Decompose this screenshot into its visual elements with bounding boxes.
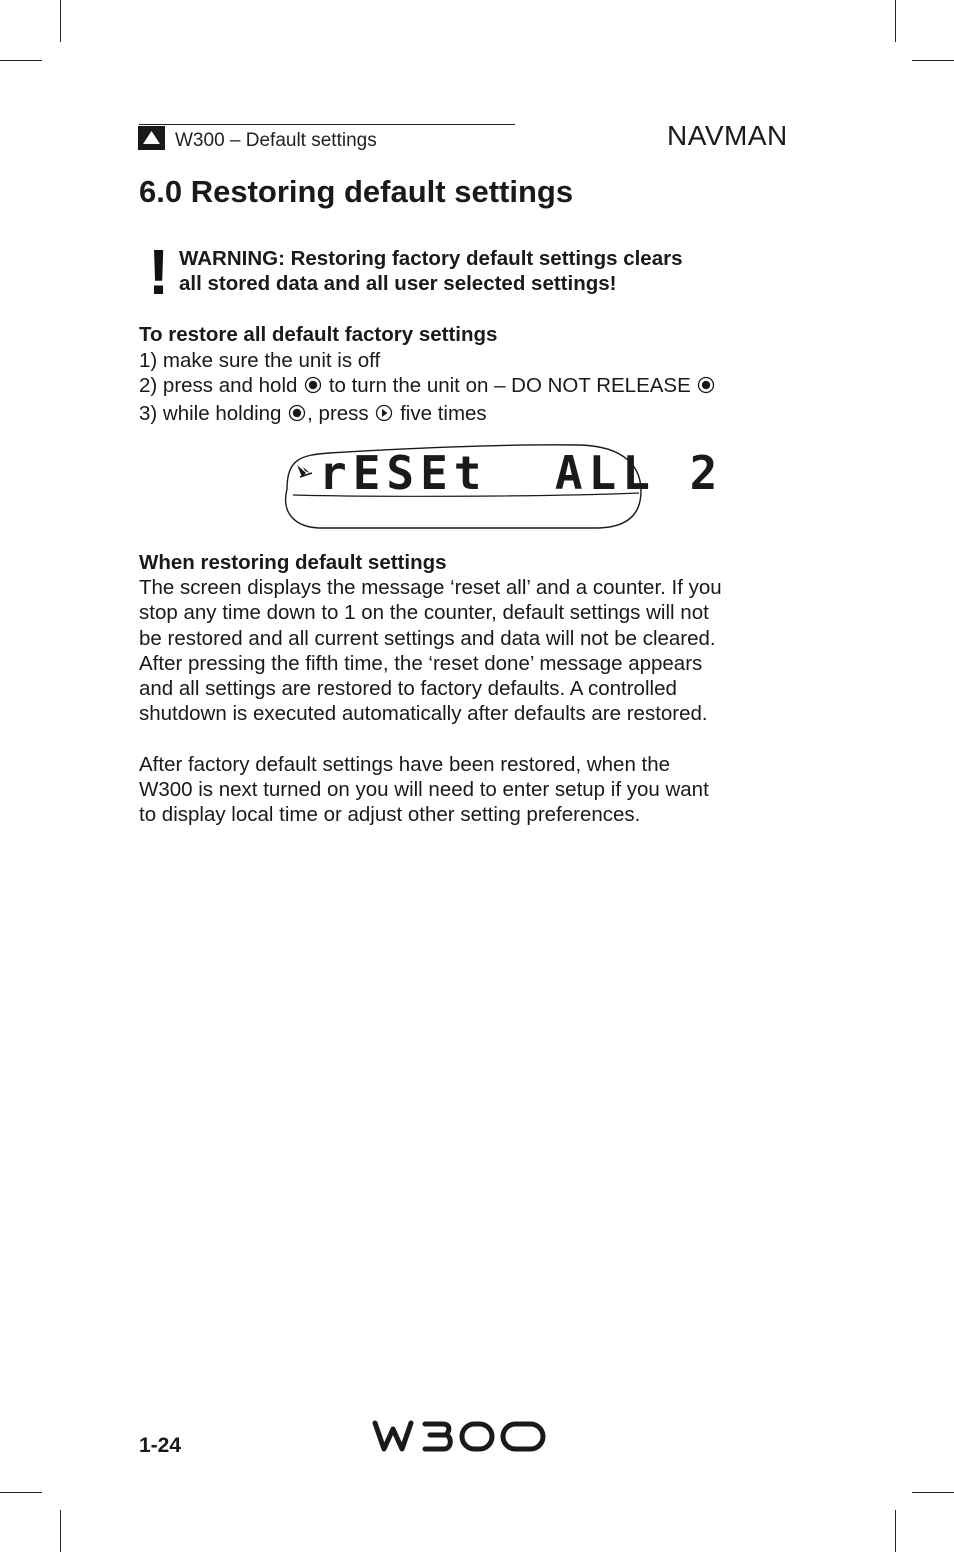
restoring-heading: When restoring default settings	[139, 551, 447, 574]
instructions-heading: To restore all default factory settings	[139, 323, 498, 346]
warning-text	[179, 246, 779, 296]
step-3-text: five times	[400, 401, 487, 425]
restoring-section	[139, 550, 799, 726]
navman-brand-logo: NAVMAN	[667, 120, 788, 151]
crop-mark	[0, 1492, 42, 1493]
crop-mark	[60, 1510, 61, 1552]
warning-line: WARNING: Restoring factory default settings clears	[179, 247, 683, 270]
crop-mark	[895, 1510, 896, 1552]
warning-line: all stored data and all user selected settings!	[179, 272, 617, 295]
lcd-text: rESEt ALL 2	[319, 446, 724, 500]
page-number: 1-24	[139, 1434, 182, 1457]
power-button-icon	[304, 375, 322, 401]
crop-mark	[60, 0, 61, 42]
header-rule	[139, 124, 515, 125]
power-button-icon	[288, 403, 306, 429]
section-header-title: W300 – Default settings	[175, 130, 377, 151]
step-1: 1) make sure the unit is off	[139, 348, 381, 372]
page-title: 6.0 Restoring default settings	[139, 174, 574, 209]
step-2	[139, 373, 799, 401]
restore-instructions	[139, 322, 799, 428]
satellite-icon	[297, 465, 312, 477]
paragraph-line: and all settings are restored to factory defaults. A controlled	[139, 677, 677, 701]
step-3-text: 3) while holding	[139, 401, 282, 425]
home-icon	[138, 126, 165, 150]
crop-mark	[0, 60, 42, 61]
paragraph-line: After pressing the fifth time, the ‘reset done’ message appears	[139, 651, 703, 675]
paragraph-line: be restored and all current settings and data will not be cleared.	[139, 626, 716, 650]
paragraph-line: to display local time or adjust other setting preferences.	[139, 803, 641, 827]
warning-icon: !	[148, 236, 170, 308]
step-3	[139, 401, 799, 429]
crop-mark	[912, 60, 954, 61]
paragraph-line: The screen displays the message ‘reset all’ and a counter. If you	[139, 576, 722, 600]
crop-mark	[912, 1492, 954, 1493]
step-3-text: , press	[307, 401, 369, 425]
paragraph-line: W300 is next turned on you will need to enter setup if you want	[139, 778, 709, 802]
paragraph-line: After factory default settings have been restored, when the	[139, 753, 671, 776]
step-2-text: to turn the unit on – DO NOT RELEASE	[328, 374, 691, 397]
step-2-text: 2) press and hold	[139, 374, 298, 397]
next-button-icon	[375, 403, 393, 429]
paragraph-line: stop any time down to 1 on the counter, default settings will not	[139, 601, 709, 625]
after-restore-section	[139, 752, 799, 828]
paragraph-line: shutdown is executed automatically after defaults are restored.	[139, 702, 708, 726]
w300-product-logo	[370, 1408, 550, 1468]
power-button-icon	[697, 375, 715, 401]
lcd-display	[279, 443, 724, 531]
crop-mark	[895, 0, 896, 42]
